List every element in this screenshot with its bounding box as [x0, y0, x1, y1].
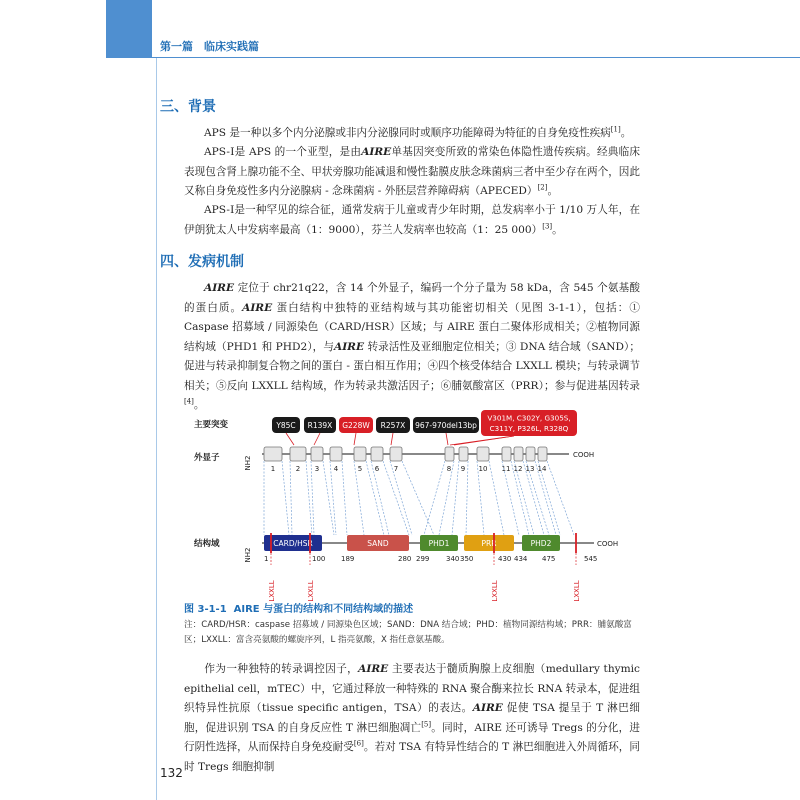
mutation-label: R257X: [380, 421, 406, 430]
domain-cooh: COOH: [597, 540, 619, 548]
exon-box: [330, 447, 342, 461]
domain-label: PRR: [481, 539, 497, 548]
exon-box: [371, 447, 383, 461]
exon-number: 10: [478, 465, 488, 473]
exon-box: [502, 447, 511, 461]
figure-caption: [184, 600, 413, 615]
aa-position-labels: [264, 555, 597, 563]
margin-rule: [156, 58, 157, 800]
aa-position: 545: [584, 555, 598, 563]
aa-position: 1: [264, 555, 269, 563]
running-header: 第一篇 临床实践篇: [160, 40, 259, 53]
exon-number: 2: [295, 465, 301, 473]
exon-number: 1: [270, 465, 276, 473]
exon-number: 3: [314, 465, 320, 473]
header-color-block: [106, 0, 152, 58]
exon-box: [390, 447, 402, 461]
exon-box: [290, 447, 306, 461]
row-label-mutations: 主要突变: [194, 420, 229, 430]
exon-cooh: COOH: [573, 451, 595, 459]
exon-number: 9: [460, 465, 466, 473]
mutation-label: G228W: [342, 421, 370, 430]
exon-box: [526, 447, 535, 461]
exon-number: 4: [333, 465, 339, 473]
exon-box: [459, 447, 468, 461]
lxxll-label: LXXLL: [307, 580, 315, 602]
figure-note: 注：CARD/HSR：caspase 招募域 / 同源染色区域；SAND：DNA 结合域；PHD：植物同源结构域；PRR：脯氨酸富区；LXXLL：富含亮氨酸的螺旋序列，L 指亮氨酸，X 指任意氨基酸。: [184, 620, 632, 645]
mutation-pointers: [286, 433, 514, 445]
aa-position: 340: [446, 555, 460, 563]
paragraph-aps-definition: APS 是一种以多个内分泌腺或非内分泌腺同时或顺序功能障碍为特征的自身免疫性疾病[1]。: [204, 125, 632, 139]
exon-number-labels: [271, 465, 547, 473]
exon-box: [514, 447, 523, 461]
aire-structure-figure: [184, 405, 644, 605]
mutation-label: V301M, C302Y, G305S,: [487, 413, 571, 423]
mutation-label: 967-970del13bp: [415, 421, 477, 430]
paragraph-aps1-subtype: APS-Ⅰ是 APS 的一个亚型，是由AIRE单基因突变所致的常染色体隐性遗传疾病。经典临床表现包含肾上腺功能不全、甲状旁腺功能减退和慢性黏膜皮肤念珠菌病三者中至少存在两个，因此又称自身免疫性多内分泌腺病 - 念珠菌病 - 外胚层营养障碍病（APECED）[2]。: [184, 146, 640, 197]
header-rule: [106, 57, 800, 58]
exon-number: 13: [525, 465, 535, 473]
exon-number: 7: [393, 465, 399, 473]
exon-number: 11: [501, 465, 511, 473]
exon-box: [477, 447, 489, 461]
aa-position: 430: [498, 555, 512, 563]
exon-number: 6: [374, 465, 380, 473]
paragraph-aire-function: 作为一种独特的转录调控因子，AIRE 主要表达于髓质胸腺上皮细胞（medullary thymic epithelial cell，mTEC）中，它通过释放一种特殊的 RNA 聚合酶来拉长 RNA 转录本，促进组织特异性抗原（tissue specific antigen，TSA）的表达。AIRE 促使 TSA 提呈于 T 淋巴细胞，促进识别 TSA 的自身反应性 T 淋巴细胞凋亡[5]。同时，AIRE 还可诱导 Tregs 的分化，进行阴性选择，从而保持自身免疫耐受[6]。若对 TSA 有特异性结合的 T 淋巴细胞进入外周循环，同时 Tregs 细胞抑制: [184, 663, 641, 773]
paragraph-aps1-epidemiology: APS-Ⅰ是一种罕见的综合征，通常发病于儿童或青少年时期，总发病率小于 1/10 万人年，在伊朗犹太人中发病率最高（1：9000），芬兰人发病率也较高（1：25 000）[3]。: [184, 204, 640, 236]
lxxll-label: LXXLL: [573, 580, 581, 602]
domain-label: PHD2: [530, 539, 552, 548]
section-heading-background: 三、背景: [160, 99, 216, 115]
mutation-labels: [272, 410, 577, 436]
section-heading-pathogenesis: 四、发病机制: [160, 254, 244, 270]
domain-nh2: NH2: [244, 547, 252, 563]
paragraph-aire-structure: AIRE 定位于 chr21q22，含 14 个外显子，编码一个分子量为 58 kDa，含 545 个氨基酸的蛋白质。AIRE 蛋白结构中独特的亚结构域与其功能密切相关（见图 3-1-1），包括：① Caspase 招募域 / 同源染色（CARD/HSR）区域；与 AIRE 蛋白二聚体形成相关；②植物同源结构域（PHD1 和 PHD2），与AIRE 转录活性及亚细胞定位相关；③ DNA 结合域（SAND）；促进与转录抑制复合物之间的蛋白 - 蛋白相互作用；④四个核受体结合 LXXLL 模块；与转录调节相关；⑤反向 LXXLL 结构域，作为转录共激活因子；⑥脯氨酸富区（PRR）；参与促进基因转录[4]。: [184, 282, 641, 411]
mutation-label: Y85C: [276, 421, 296, 430]
exon-number: 5: [357, 465, 363, 473]
aa-position: 434: [514, 555, 528, 563]
exon-box: [538, 447, 547, 461]
row-label-exons: 外显子: [194, 453, 220, 463]
aa-position: 475: [542, 555, 556, 563]
aa-position: 299: [416, 555, 430, 563]
lxxll-labels: [268, 580, 581, 601]
domain-label: CARD/HSR: [273, 539, 313, 548]
lxxll-label: LXXLL: [491, 580, 499, 602]
figure-number: 图 3-1-1: [184, 604, 227, 615]
lxxll-label: LXXLL: [268, 580, 276, 602]
aa-position: 280: [398, 555, 412, 563]
figure-title: AIRE 与蛋白的结构和不同结构域的描述: [233, 604, 414, 615]
exon-box: [311, 447, 323, 461]
exon-number: 12: [513, 465, 523, 473]
aa-position: 100: [312, 555, 326, 563]
exon-box: [264, 447, 282, 461]
exon-box: [354, 447, 366, 461]
exon-nh2: NH2: [244, 455, 252, 471]
exon-box: [445, 447, 454, 461]
aa-position: 350: [460, 555, 474, 563]
page-number: 132: [160, 766, 183, 780]
aa-position: 189: [341, 555, 355, 563]
mutation-label: C311Y, P326L, R328Q: [489, 424, 569, 433]
exon-number: 14: [537, 465, 547, 473]
exon-number: 8: [446, 465, 452, 473]
mutation-label: R139X: [307, 421, 333, 430]
row-label-domains: 结构域: [194, 539, 220, 549]
domain-label: SAND: [367, 539, 389, 548]
domain-label: PHD1: [428, 539, 450, 548]
